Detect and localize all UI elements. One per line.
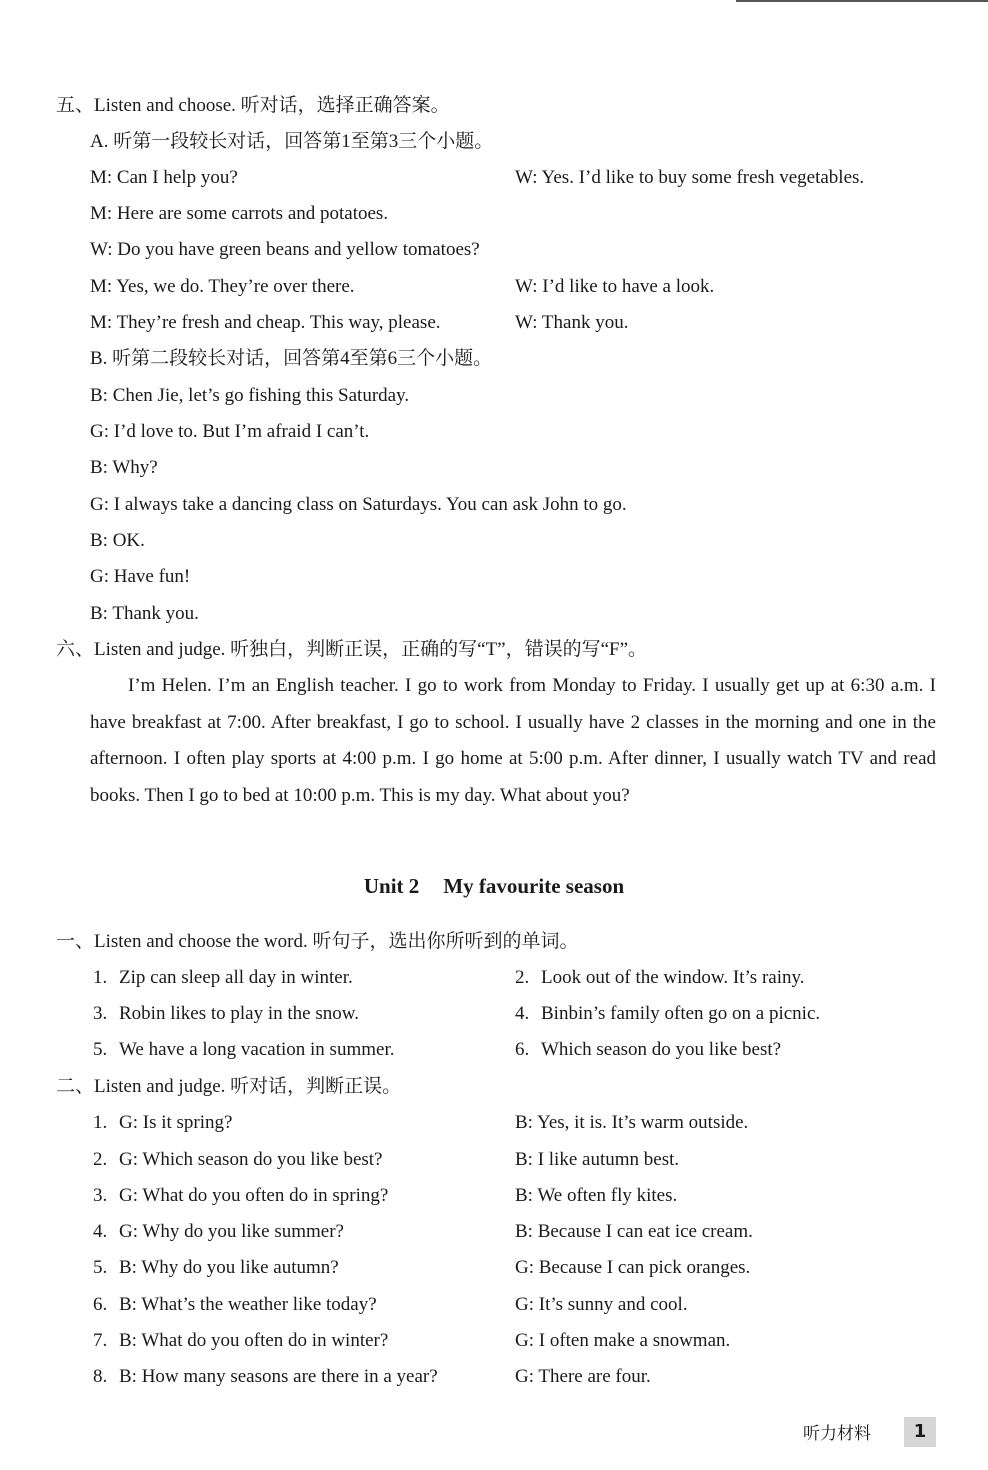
u2-section2-heading: 二、Listen and judge. 听对话，判断正误。 <box>56 1076 402 1097</box>
list-item <box>515 1002 820 1026</box>
question-text: G: Which season do you like best? <box>119 1149 383 1170</box>
list-item <box>515 966 805 990</box>
dialogue-line: B: Why? <box>90 457 158 478</box>
unit-label: Unit 2 <box>363 874 420 898</box>
question-line <box>93 1184 388 1208</box>
section6-passage <box>90 668 936 814</box>
answer-text: B: Because I can eat ice cream. <box>515 1221 753 1242</box>
item-number: 6. <box>93 1294 108 1315</box>
section5-partB-instruction: B. 听第二段较长对话，回答第4至第6三个小题。 <box>90 348 493 369</box>
answer-text: B: We often fly kites. <box>515 1185 678 1206</box>
passage-text: I’m Helen. I’m an English teacher. I go to work from Monday to Friday. I usually get up at 6:30 a.m. I have breakfast at 7:00. After breakfast, I go to school. I usually have 2 classes in the morning and one in the afternoon. I often play sports at 4:00 p.m. I go home at 5:00 p.m. After dinner, I usually watch TV and read books. Then I go to bed at 10:00 p.m. This is my day. What about you? <box>90 675 936 806</box>
unit-name: My favourite season <box>443 874 625 898</box>
item-text: Which season do you like best? <box>541 1039 782 1060</box>
top-rule <box>736 0 988 2</box>
item-number: 8. <box>93 1366 108 1387</box>
answer-text: G: There are four. <box>515 1366 651 1387</box>
item-number: 2. <box>515 967 530 988</box>
section5-partA-instruction: A. 听第一段较长对话，回答第1至第3三个小题。 <box>90 131 494 152</box>
question-line <box>93 1220 344 1244</box>
list-item <box>93 1002 359 1026</box>
dialogue-line: M: Can I help you? <box>90 167 238 188</box>
footer-label: 听力材料 <box>803 1424 871 1444</box>
item-number: 2. <box>93 1149 108 1170</box>
answer-text: G: Because I can pick oranges. <box>515 1257 751 1278</box>
question-text: G: Why do you like summer? <box>119 1221 344 1242</box>
question-text: G: Is it spring? <box>119 1112 233 1133</box>
item-number: 1. <box>93 1112 108 1133</box>
item-number: 3. <box>93 1185 108 1206</box>
question-line <box>93 1293 377 1317</box>
item-text: Robin likes to play in the snow. <box>119 1003 359 1024</box>
item-number: 3. <box>93 1003 108 1024</box>
page-number: 1 <box>904 1417 936 1447</box>
dialogue-line: W: I’d like to have a look. <box>515 276 715 297</box>
u2-section1-heading: 一、Listen and choose the word. 听句子，选出你所听到的单词。 <box>56 931 579 952</box>
answer-text: B: Yes, it is. It’s warm outside. <box>515 1112 749 1133</box>
dialogue-line: W: Do you have green beans and yellow tomatoes? <box>90 239 480 260</box>
answer-text: G: It’s sunny and cool. <box>515 1294 688 1315</box>
item-number: 5. <box>93 1257 108 1278</box>
item-text: Zip can sleep all day in winter. <box>119 967 353 988</box>
dialogue-line: G: I’d love to. But I’m afraid I can’t. <box>90 421 370 442</box>
dialogue-line: G: I always take a dancing class on Saturdays. You can ask John to go. <box>90 494 627 515</box>
section6-heading: 六、Listen and judge. 听独白，判断正误，正确的写“T”，错误的写“F”。 <box>56 639 648 660</box>
answer-text: G: I often make a snowman. <box>515 1330 731 1351</box>
item-number: 6. <box>515 1039 530 1060</box>
unit-title <box>0 873 988 899</box>
dialogue-line: W: Thank you. <box>515 312 629 333</box>
list-item <box>93 966 353 990</box>
item-number: 5. <box>93 1039 108 1060</box>
question-line <box>93 1111 232 1135</box>
question-text: B: How many seasons are there in a year? <box>119 1366 438 1387</box>
dialogue-line: G: Have fun! <box>90 566 191 587</box>
question-text: B: Why do you like autumn? <box>119 1257 339 1278</box>
list-item <box>515 1038 781 1062</box>
item-number: 7. <box>93 1330 108 1351</box>
item-number: 1. <box>93 967 108 988</box>
question-line <box>93 1329 388 1353</box>
question-text: B: What do you often do in winter? <box>119 1330 389 1351</box>
item-text: We have a long vacation in summer. <box>119 1039 395 1060</box>
question-text: B: What’s the weather like today? <box>119 1294 377 1315</box>
item-text: Look out of the window. It’s rainy. <box>541 967 805 988</box>
section5-heading: 五、Listen and choose. 听对话，选择正确答案。 <box>56 95 450 116</box>
list-item <box>93 1038 394 1062</box>
dialogue-line: B: Chen Jie, let’s go fishing this Saturday. <box>90 385 410 406</box>
item-number: 4. <box>93 1221 108 1242</box>
dialogue-line: M: Here are some carrots and potatoes. <box>90 203 389 224</box>
dialogue-line: W: Yes. I’d like to buy some fresh vegetables. <box>515 167 865 188</box>
item-text: Binbin’s family often go on a picnic. <box>541 1003 821 1024</box>
dialogue-line: B: OK. <box>90 530 145 551</box>
item-number: 4. <box>515 1003 530 1024</box>
question-text: G: What do you often do in spring? <box>119 1185 389 1206</box>
question-line <box>93 1365 438 1389</box>
question-line <box>93 1256 339 1280</box>
dialogue-line: M: They’re fresh and cheap. This way, please. <box>90 312 441 333</box>
dialogue-line: B: Thank you. <box>90 603 199 624</box>
answer-text: B: I like autumn best. <box>515 1149 680 1170</box>
dialogue-line: M: Yes, we do. They’re over there. <box>90 276 355 297</box>
question-line <box>93 1148 383 1172</box>
